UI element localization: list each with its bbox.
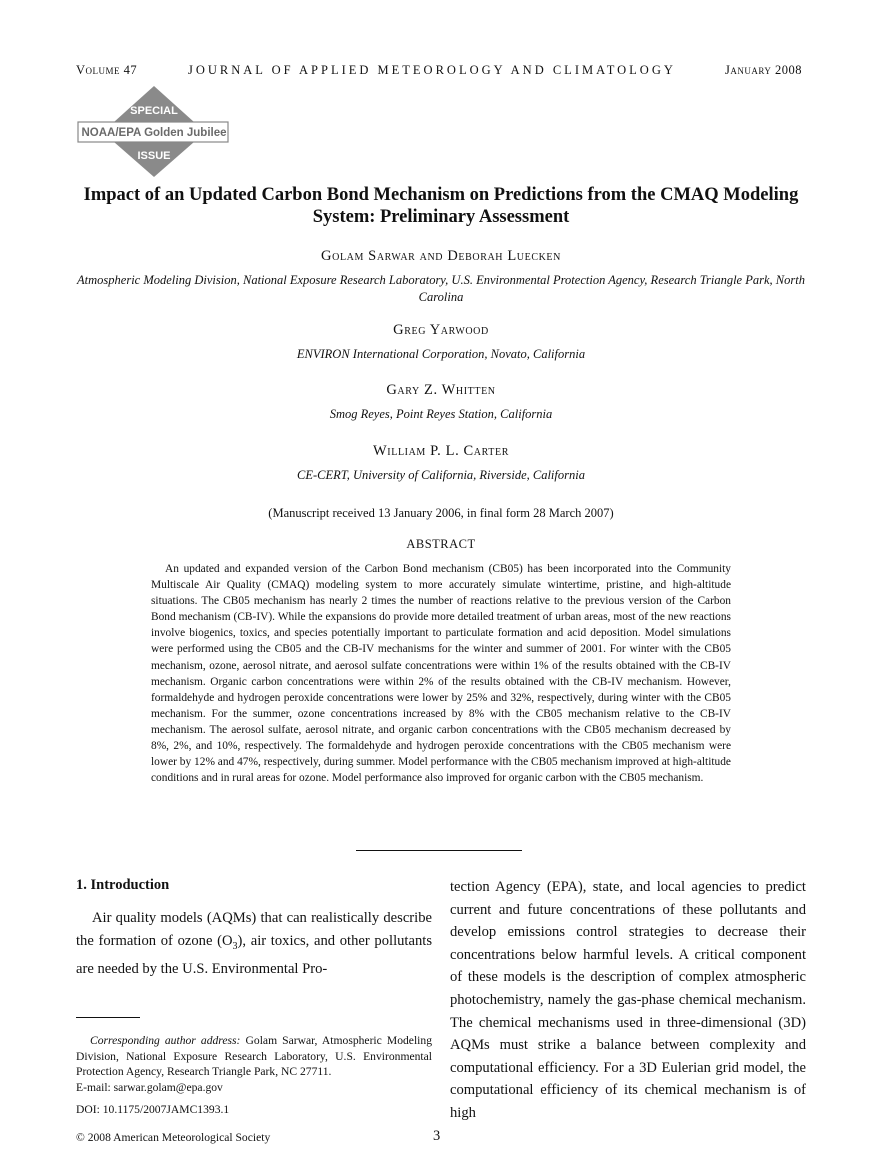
author-names-2: Greg Yarwood <box>393 322 489 338</box>
header-volume: Volume 47 <box>76 63 138 77</box>
author-affiliation-1: Atmospheric Modeling Division, National Exposure Research Laboratory, U.S. Environmental Protection Agency, Research Triangle Park, North Carolina <box>77 273 805 304</box>
header-journal-name: JOURNAL OF APPLIED METEOROLOGY AND CLIMATOLOGY <box>188 63 676 77</box>
author-affiliation-4: CE-CERT, University of California, Riverside, California <box>297 468 585 482</box>
copyright: © 2008 American Meteorological Society <box>76 1131 271 1144</box>
author-names-3: Gary Z. Whitten <box>386 382 496 398</box>
abstract-heading: ABSTRACT <box>406 537 476 551</box>
section-heading: 1. Introduction <box>76 877 170 893</box>
ozone-subscript: 3 <box>232 940 238 952</box>
manuscript-received: (Manuscript received 13 January 2006, in final form 28 March 2007) <box>268 506 614 520</box>
footnote-email[interactable]: E-mail: sarwar.golam@epa.gov <box>76 1080 223 1094</box>
intro-text-start: Air quality models (AQMs) that can realistically describe the formation of ozone (O <box>76 910 432 949</box>
article-title: Impact of an Updated Carbon Bond Mechanism on Predictions from the CMAQ Modeling System: Preliminary Assessment <box>83 185 799 227</box>
author-names-4: William P. L. Carter <box>373 443 509 459</box>
footnote-label: Corresponding author address: <box>90 1034 241 1047</box>
intro-text-end: ), air toxics, and other pollutants are needed by the U.S. Environmental Pro- <box>76 932 432 978</box>
author-names-1: Golam Sarwar and Deborah Luecken <box>321 248 561 264</box>
badge-top-text: SPECIAL <box>130 105 178 117</box>
footnote-rule <box>76 1017 140 1018</box>
footnote-text: Golam Sarwar, Atmospheric Modeling Division, National Exposure Research Laboratory, U.S. Environmental Protection Agency, Research Triangle Park, NC 27711. <box>76 1034 432 1079</box>
doi[interactable]: DOI: 10.1175/2007JAMC1393.1 <box>76 1103 230 1116</box>
right-column-text: tection Agency (EPA), state, and local agencies to predict current and future concentrations of these pollutants and develop emissions control strategies to decrease their concentrations below harmful levels. A critical component of these models is the description of complex atmospheric photochemistry, namely the gas-phase chemical mechanism. The chemical mechanisms used in three-dimensional (3D) AQMs must strike a balance between complexity and computational efficiency. For a 3D Eulerian grid model, the computational efficiency of its chemical mechanism is of high <box>450 879 806 1121</box>
corresponding-author-footnote <box>76 1033 432 1095</box>
intro-paragraph <box>76 907 432 981</box>
badge-middle-text: NOAA/EPA Golden Jubilee <box>81 127 227 139</box>
header-date: January 2008 <box>725 63 802 77</box>
page-number: 3 <box>433 1128 441 1144</box>
author-affiliation-3: Smog Reyes, Point Reyes Station, California <box>329 407 553 421</box>
author-affiliation-2: ENVIRON International Corporation, Novato, California <box>296 347 586 361</box>
special-issue-badge <box>76 84 232 179</box>
badge-bottom-text: ISSUE <box>137 150 171 162</box>
section-divider <box>356 850 522 851</box>
abstract-text: An updated and expanded version of the Carbon Bond mechanism (CB05) has been incorporated into the Community Multiscale Air Quality (CMAQ) modeling system to more accurately simulate wintertime, pristine, and high-altitude situations. The CB05 mechanism has nearly 2 times the number of reactions relative to the previous version of the Carbon Bond mechanism (CB-IV). While the expansions do provide more detailed treatment of urban areas, most of the new reactions involve biogenics, toxics, and species potentially important to particulate formation and acid deposition. Model simulations were performed using the CB05 and the CB-IV mechanisms for the winter and summer of 2001. For winter with the CB05 mechanism, ozone, aerosol nitrate, and aerosol sulfate concentrations were within 1% of the results obtained with the CB-IV mechanism. Organic carbon concentrations were within 2% of the results obtained with the CB-IV mechanism. However, formaldehyde and hydrogen peroxide concentrations were lower by 25% and 32%, respectively, during winter with the CB05 mechanism. For the summer, ozone concentrations increased by 8% with the CB05 mechanism relative to the CB-IV mechanism. The aerosol sulfate, aerosol nitrate, and organic carbon concentrations with the CB05 mechanism decreased by 8%, 2%, and 10%, respectively. The formaldehyde and hydrogen peroxide concentrations with the CB05 mechanism were lower by 12% and 47%, respectively, during summer. Model performance with the CB05 mechanism improved at high-altitude conditions and in rural areas for ozone. Model performance also improved for organic carbon with the CB05 mechanism. <box>151 563 731 785</box>
